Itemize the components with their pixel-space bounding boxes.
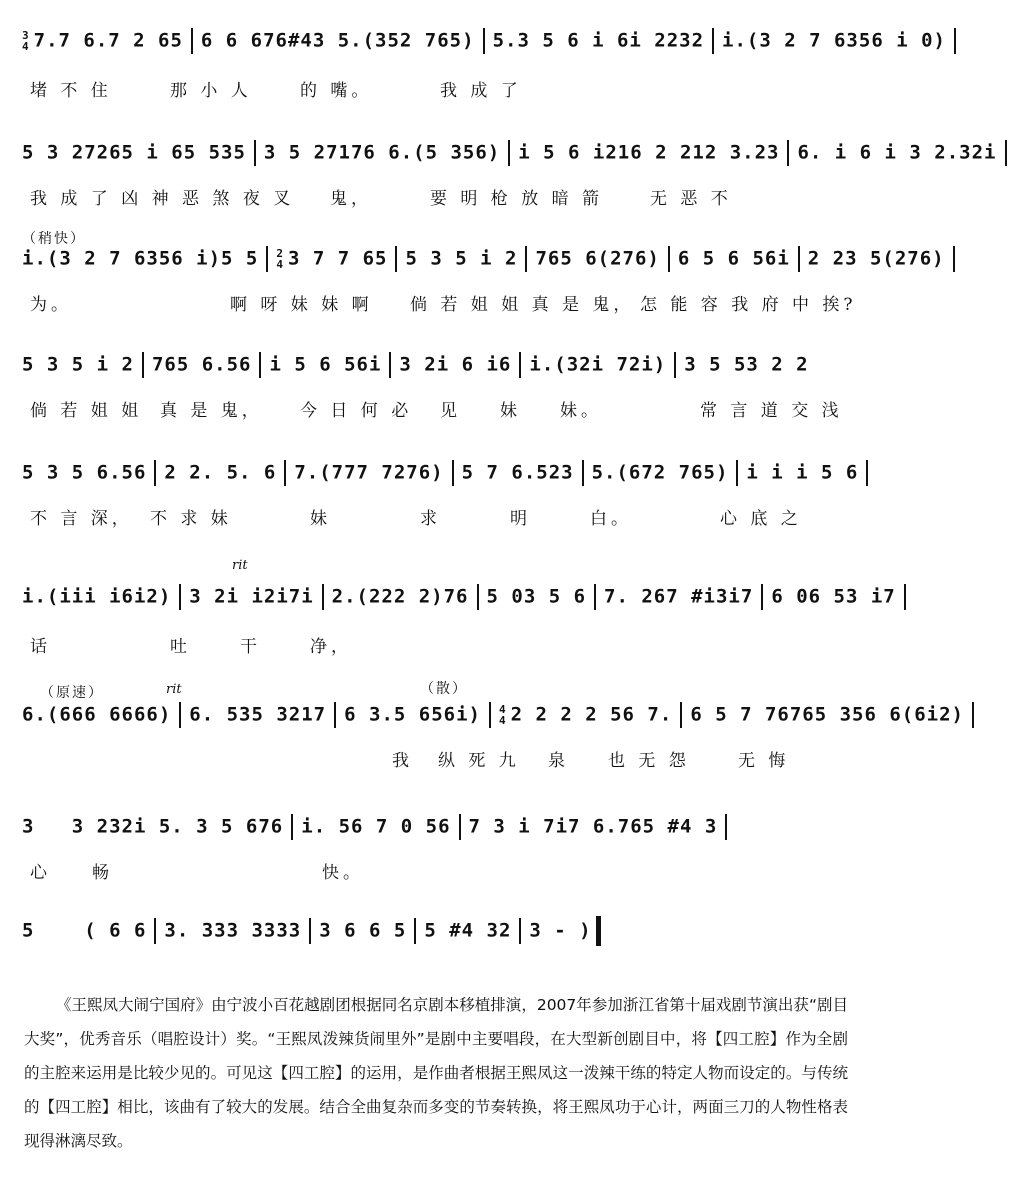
measure: 6 6 676#43 5.(352 765) xyxy=(200,29,475,52)
barline xyxy=(1005,140,1007,166)
lyric: 白。 xyxy=(590,509,632,529)
lyric: 今 日 何 必 xyxy=(300,401,413,421)
measure: 5 03 5 6 xyxy=(486,585,587,608)
notation-line xyxy=(22,460,859,490)
lyric: 鬼， xyxy=(330,189,372,209)
lyric: 求 xyxy=(420,509,441,529)
lyric: 话 xyxy=(30,637,51,657)
measure: 2.(222 2)76 xyxy=(331,585,469,608)
barline xyxy=(322,584,324,610)
lyric: 堵 不 住 xyxy=(30,81,112,101)
notation-line xyxy=(22,28,946,58)
lyrics-line xyxy=(30,746,850,771)
measure: 6 5 6 56i xyxy=(677,247,790,270)
measure: 5 xyxy=(22,919,35,942)
barline xyxy=(334,702,336,728)
measure: 5.3 5 6 i 6i 2232 xyxy=(492,29,705,52)
barline xyxy=(582,460,584,486)
lyric: 啊 呀 妹 妹 啊 xyxy=(230,295,373,315)
measure: 7.7 6.7 2 65 xyxy=(33,29,183,52)
measure: i.(3 2 7 6356 i 0) xyxy=(722,29,946,52)
lyric: 心 底 之 xyxy=(720,509,802,529)
tempo-mark: （原速） xyxy=(40,685,104,701)
barline xyxy=(154,460,156,486)
barline xyxy=(459,814,461,840)
ritardando-mark: rit xyxy=(232,558,248,573)
measure: 3 2i i2i7i xyxy=(189,585,314,608)
lyric: 见 xyxy=(440,401,461,421)
measure: 5 7 6.523 xyxy=(461,461,574,484)
final-barline xyxy=(596,916,601,946)
measure: ( 6 6 xyxy=(84,919,147,942)
barline xyxy=(489,702,491,728)
barline xyxy=(309,918,311,944)
barline xyxy=(254,140,256,166)
lyrics-line xyxy=(30,396,850,421)
measure: 5 3 5 i 2 xyxy=(22,353,134,376)
lyric: 不 言 深， xyxy=(30,509,133,529)
barline xyxy=(674,352,676,378)
barline xyxy=(712,28,714,54)
measure: 6 06 53 i7 xyxy=(771,585,896,608)
lyrics-line xyxy=(30,504,850,529)
lyric: 畅 xyxy=(92,863,113,883)
barline xyxy=(866,460,868,486)
lyrics-line xyxy=(30,632,850,657)
measure: 5 3 5 i 2 xyxy=(405,247,518,270)
measure: 3 232i 5. 3 5 676 xyxy=(71,815,284,838)
measure: i.(3 2 7 6356 i)5 5 xyxy=(22,247,259,270)
measure: 6 3.5 656i) xyxy=(344,703,481,726)
barline xyxy=(519,352,521,378)
barline xyxy=(972,702,974,728)
measure: 7.(777 7276) xyxy=(294,461,444,484)
barline xyxy=(954,28,956,54)
barline xyxy=(191,28,193,54)
measure: i.(32i 72i) xyxy=(529,353,667,376)
notation-line xyxy=(22,584,896,614)
barline xyxy=(680,702,682,728)
time-signature: 4 4 xyxy=(498,703,507,727)
time-signature: 2 4 xyxy=(276,247,284,271)
measure: i i i 5 6 xyxy=(746,461,859,484)
lyric: 我 成 了 xyxy=(440,81,522,101)
ritardando-mark: rit xyxy=(166,682,182,697)
notation-line xyxy=(22,814,852,844)
lyric: 我 xyxy=(392,751,413,771)
notation-line xyxy=(22,352,852,382)
measure: i 5 6 56i xyxy=(269,353,382,376)
tempo-mark: （稍快） xyxy=(22,231,86,247)
barline xyxy=(389,352,391,378)
measure: 3 2i 6 i6 xyxy=(399,353,512,376)
lyric: 无 恶 不 xyxy=(650,189,732,209)
measure: 2 23 5(276) xyxy=(807,247,945,270)
barline xyxy=(483,28,485,54)
lyric: 不 求 妹 xyxy=(150,509,232,529)
barline xyxy=(525,246,527,272)
measure: 3 xyxy=(22,815,35,838)
lyric: 净， xyxy=(310,637,352,657)
commentary-text: 《王熙凤大闹宁国府》由宁波小百花越剧团根据同名京剧本移植排演，2007年参加浙江省第十届戏剧节演出获“剧目大奖”，优秀音乐（唱腔设计）奖。“王熙凤泼辣货闹里外”是剧中主要唱段，在大型新创剧目中，将【四工腔】作为全剧的主腔来运用是比较少见的。可见这【四工腔】的运用，是作曲者根据王熙凤这一泼辣干练的特定人物而设定的。与传统的【四工腔】相比，该曲有了较大的发展。结合全曲复杂而多变的节奏转换，将王熙凤功于心计，两面三刀的人物性格表现得淋漓尽致。 xyxy=(24,996,848,1150)
lyric: 也 无 怨 xyxy=(608,751,690,771)
lyric: 那 小 人 xyxy=(170,81,252,101)
measure: 7 3 i 7i7 6.765 #4 3 xyxy=(468,815,718,838)
barline xyxy=(953,246,955,272)
commentary-paragraph xyxy=(24,988,848,1158)
barline xyxy=(787,140,789,166)
barline xyxy=(179,584,181,610)
measure: 2 2. 5. 6 xyxy=(164,461,277,484)
barline xyxy=(414,918,416,944)
measure: 7. 267 #i3i7 xyxy=(604,585,754,608)
notation-line xyxy=(22,246,945,276)
measure: 765 6(276) xyxy=(535,247,660,270)
lyric: 倘 若 姐 姐 xyxy=(30,401,143,421)
notation-line xyxy=(22,140,997,170)
barline xyxy=(154,918,156,944)
barline xyxy=(395,246,397,272)
lyric: 妹 xyxy=(500,401,521,421)
measure: 3 5 27176 6.(5 356) xyxy=(263,141,501,164)
measure: 5 #4 32 xyxy=(424,919,512,942)
barline xyxy=(594,584,596,610)
lyric: 明 xyxy=(510,509,531,529)
measure: 5 3 5 6.56 xyxy=(22,461,147,484)
barline xyxy=(736,460,738,486)
lyric: 妹 xyxy=(310,509,331,529)
barline xyxy=(761,584,763,610)
measure: 3 - ) xyxy=(529,919,592,942)
notation-line xyxy=(22,702,964,732)
lyric: 吐 xyxy=(170,637,191,657)
tempo-mark: （散） xyxy=(420,681,468,697)
measure: 6 5 7 76765 356 6(6i2) xyxy=(690,703,964,726)
barline xyxy=(477,584,479,610)
lyric: 常 言 道 交 浅 xyxy=(700,401,843,421)
measure: 2 2 2 2 56 7. xyxy=(510,703,673,726)
measure: 3 7 7 65 xyxy=(287,247,388,270)
barline xyxy=(179,702,181,728)
notation-line xyxy=(22,916,852,946)
lyric: 心 xyxy=(30,863,51,883)
lyric: 快。 xyxy=(322,863,364,883)
barline xyxy=(798,246,800,272)
lyric: 纵 死 九 xyxy=(438,751,520,771)
measure: i 5 6 i216 2 212 3.23 xyxy=(518,141,780,164)
barline xyxy=(519,918,521,944)
barline xyxy=(291,814,293,840)
measure: 6. 535 3217 xyxy=(189,703,327,726)
lyric: 倘 若 姐 姐 真 是 鬼， xyxy=(410,295,635,315)
measure: 3 6 6 5 xyxy=(319,919,407,942)
barline xyxy=(725,814,727,840)
measure: i. 56 7 0 56 xyxy=(301,815,451,838)
measure: 5.(672 765) xyxy=(591,461,729,484)
lyric: 怎 能 容 我 府 中 挨? xyxy=(640,295,857,315)
measure: 6. i 6 i 3 2.32i xyxy=(797,141,997,164)
measure: 765 6.56 xyxy=(151,353,252,376)
measure: i.(iii i6i2) xyxy=(22,585,172,608)
lyric: 真 是 鬼， xyxy=(160,401,263,421)
lyrics-line xyxy=(30,76,850,101)
lyric: 的 嘴。 xyxy=(300,81,373,101)
lyric: 泉 xyxy=(548,751,569,771)
barline xyxy=(668,246,670,272)
measure: 3. 333 3333 xyxy=(164,919,302,942)
time-signature: 3 4 xyxy=(22,29,30,53)
measure: 5 3 27265 i 65 535 xyxy=(22,141,246,164)
lyrics-line xyxy=(30,858,850,883)
barline xyxy=(452,460,454,486)
barline xyxy=(259,352,261,378)
lyric: 为。 xyxy=(30,295,72,315)
measure: 6.(666 6666) xyxy=(22,703,172,726)
barline xyxy=(284,460,286,486)
lyric: 干 xyxy=(240,637,261,657)
lyrics-line xyxy=(30,184,850,209)
lyrics-line xyxy=(30,290,857,315)
lyric: 要 明 枪 放 暗 箭 xyxy=(430,189,604,209)
lyric: 无 悔 xyxy=(738,751,790,771)
lyric: 我 成 了 凶 神 恶 煞 夜 叉 xyxy=(30,189,295,209)
barline xyxy=(266,246,268,272)
barline xyxy=(508,140,510,166)
barline xyxy=(142,352,144,378)
lyric: 妹。 xyxy=(560,401,602,421)
measure: 3 5 53 2 2 xyxy=(684,353,809,376)
barline xyxy=(904,584,906,610)
